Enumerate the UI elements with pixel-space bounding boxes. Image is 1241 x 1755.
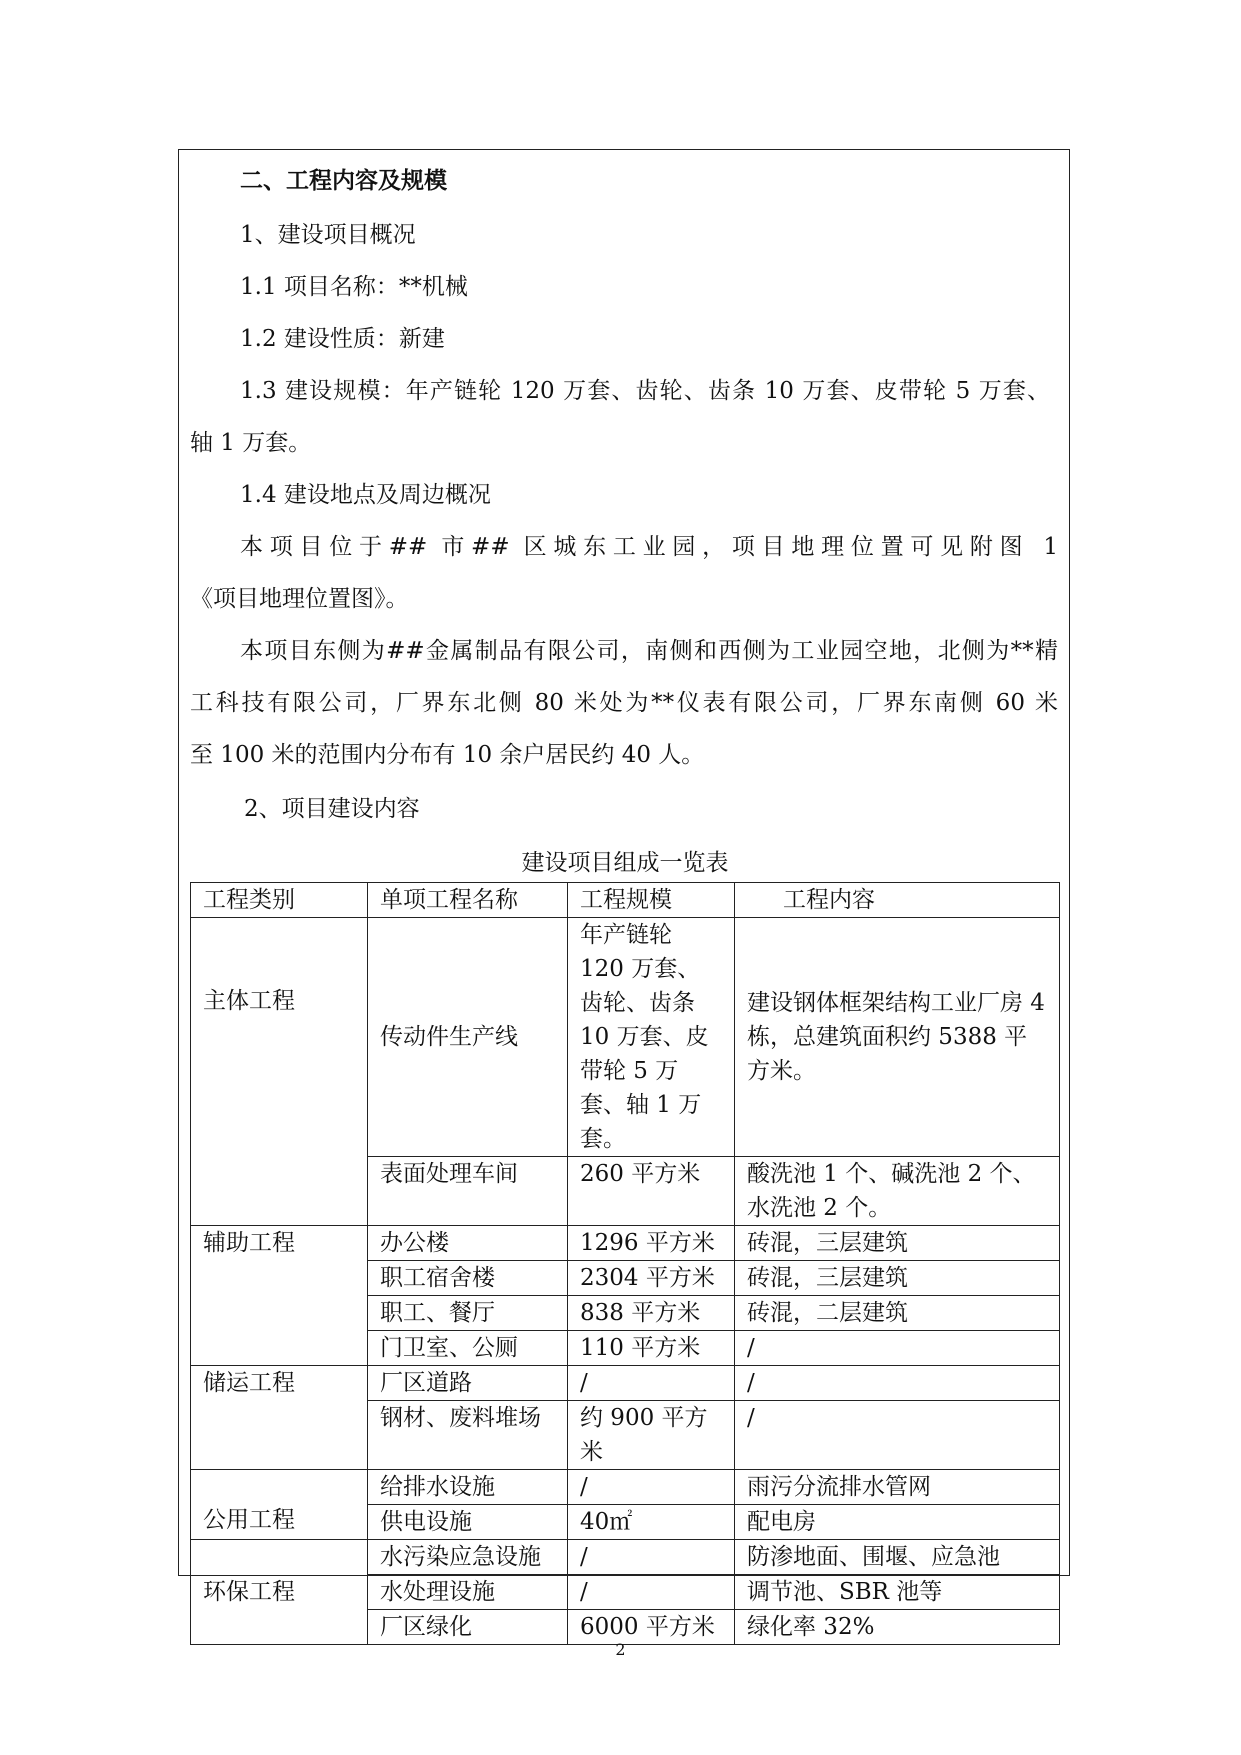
row-name: 水污染应急设施: [368, 1540, 568, 1575]
row-content: 建设钢体框架结构工业厂房 4 栋，总建筑面积约 5388 平方米。: [735, 918, 1060, 1157]
row-content: /: [735, 1401, 1060, 1470]
row-scale: /: [568, 1366, 735, 1401]
row-name: 表面处理车间: [368, 1157, 568, 1226]
row-name: 给排水设施: [368, 1470, 568, 1505]
row-content: /: [735, 1366, 1060, 1401]
header-content: 工程内容: [735, 883, 1060, 918]
row-name: 厂区道路: [368, 1366, 568, 1401]
row-content: 配电房: [735, 1505, 1060, 1540]
row-content: 调节池、SBR 池等: [735, 1575, 1060, 1610]
table-row: [191, 1366, 1060, 1401]
project-table: [190, 882, 1060, 1645]
row-scale: /: [568, 1540, 735, 1575]
content-title: 2、项目建设内容: [244, 796, 420, 822]
table-row: [191, 1540, 1060, 1575]
surroundings-line1: 本项目东侧为##金属制品有限公司，南侧和西侧为工业园空地，北侧为**精: [240, 638, 1058, 664]
row-content: /: [735, 1331, 1060, 1366]
surroundings-line3: 至 100 米的范围内分布有 10 余户居民约 40 人。: [190, 742, 705, 768]
table-row: [191, 1470, 1060, 1505]
header-name: 单项工程名称: [368, 883, 568, 918]
row-scale: 260 平方米: [568, 1157, 735, 1226]
location-line2: 《项目地理位置图》。: [190, 586, 409, 612]
row-name: 职工、餐厅: [368, 1296, 568, 1331]
row-name: 门卫室、公厕: [368, 1331, 568, 1366]
project-scale-line2: 轴 1 万套。: [190, 430, 312, 456]
row-content: 雨污分流排水管网: [735, 1470, 1060, 1505]
row-name: 办公楼: [368, 1226, 568, 1261]
row-content: 砖混，三层建筑: [735, 1226, 1060, 1261]
row-name: 职工宿舍楼: [368, 1261, 568, 1296]
row-scale: 约 900 平方米: [568, 1401, 735, 1470]
group-main: 主体工程: [191, 918, 368, 1226]
row-scale: 838 平方米: [568, 1296, 735, 1331]
row-name: 水处理设施: [368, 1575, 568, 1610]
row-name: 厂区绿化: [368, 1610, 568, 1645]
project-scale-line1: 1.3 建设规模：年产链轮 120 万套、齿轮、齿条 10 万套、皮带轮 5 万套、: [240, 378, 1050, 404]
row-name: 钢材、废料堆场: [368, 1401, 568, 1470]
page-number: 2: [615, 1640, 626, 1659]
row-content: 砖混，二层建筑: [735, 1296, 1060, 1331]
location-title: 1.4 建设地点及周边概况: [240, 482, 491, 508]
row-scale: 2304 平方米: [568, 1261, 735, 1296]
table-row: [191, 1226, 1060, 1261]
row-scale: 110 平方米: [568, 1331, 735, 1366]
group-auxiliary: 辅助工程: [191, 1226, 368, 1366]
table-header-row: [191, 883, 1060, 918]
location-line1: 本项目位于## 市## 区城东工业园，项目地理位置可见附图 1: [240, 534, 1058, 560]
group-public: 公用工程: [191, 1470, 368, 1540]
table-row: [191, 918, 1060, 1157]
project-name: 1.1 项目名称：**机械: [240, 274, 468, 300]
row-name: 传动件生产线: [368, 918, 568, 1157]
table-caption: 建设项目组成一览表: [521, 850, 729, 876]
row-content: 绿化率 32%: [735, 1610, 1060, 1645]
row-name: 供电设施: [368, 1505, 568, 1540]
surroundings-line2: 工科技有限公司，厂界东北侧 80 米处为**仪表有限公司，厂界东南侧 60 米: [190, 690, 1058, 716]
row-content: 砖混，三层建筑: [735, 1261, 1060, 1296]
row-scale: 6000 平方米: [568, 1610, 735, 1645]
row-content: 防渗地面、围堰、应急池: [735, 1540, 1060, 1575]
row-scale: /: [568, 1470, 735, 1505]
header-category: 工程类别: [191, 883, 368, 918]
header-scale: 工程规模: [568, 883, 735, 918]
overview-title: 1、建设项目概况: [240, 222, 416, 248]
project-nature: 1.2 建设性质：新建: [240, 326, 445, 352]
row-scale: 1296 平方米: [568, 1226, 735, 1261]
group-env: 环保工程: [191, 1540, 368, 1645]
row-scale: 年产链轮 120 万套、齿轮、齿条 10 万套、皮带轮 5 万套、轴 1 万套。: [568, 918, 735, 1157]
section-heading: 二、工程内容及规模: [240, 167, 447, 194]
row-scale: /: [568, 1575, 735, 1610]
group-storage: 储运工程: [191, 1366, 368, 1470]
row-content: 酸洗池 1 个、碱洗池 2 个、水洗池 2 个。: [735, 1157, 1060, 1226]
row-scale: 40㎡: [568, 1505, 735, 1540]
